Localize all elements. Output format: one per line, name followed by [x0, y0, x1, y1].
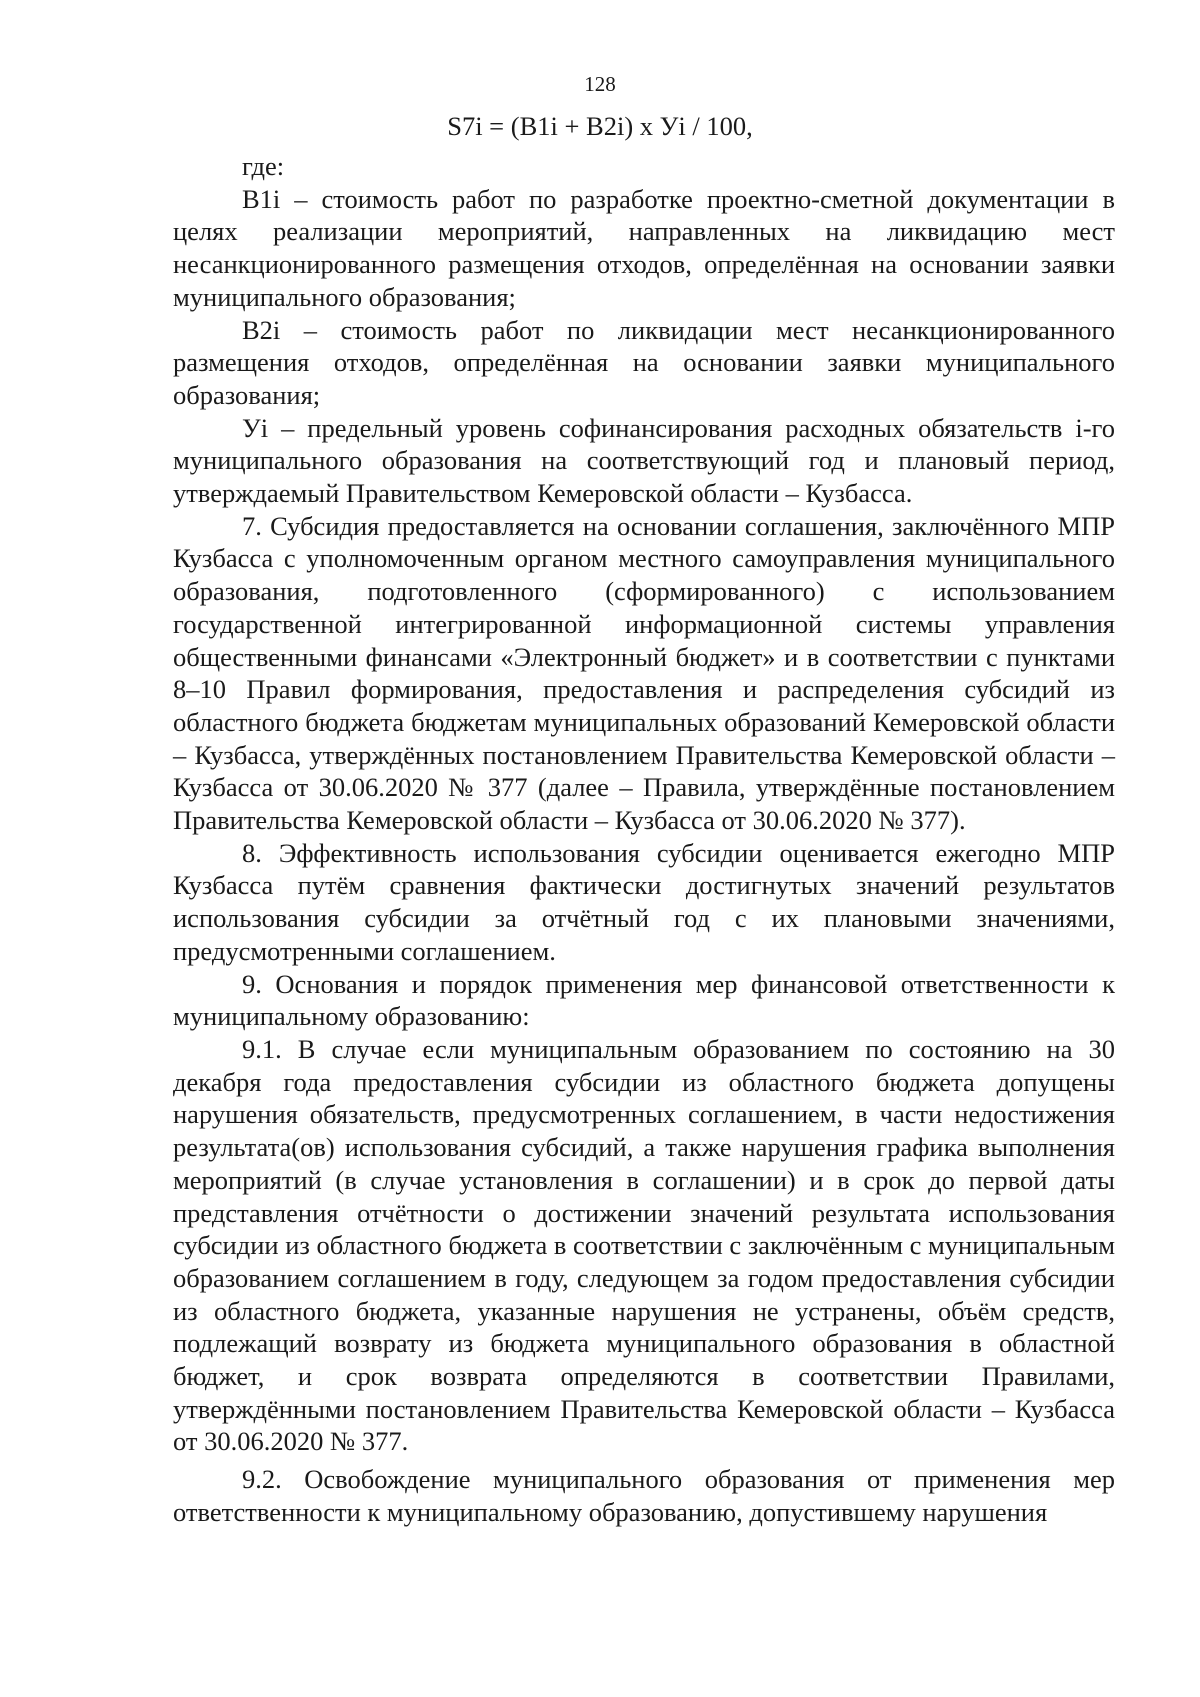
page-number: 128: [584, 72, 616, 96]
paragraph-7: 7. Субсидия предоставляется на основании соглашения, заключённого МПР Кузбасса с уполномоченным органом местного самоуправления муниципального образования, подготовленного (сформированного) с использованием государственной интегрированной информационной системы управления общественными финансами «Электронный бюджет» и в соответствии с пунктами 8–10 Правил формирования, предоставления и распределения субсидий из областного бюджета бюджетам муниципальных образований Кемеровской области – Кузбасса, утверждённых постановлением Правительства Кемеровской области – Кузбасса от 30.06.2020 № 377 (далее – Правила, утверждённые постановлением Правительства Кемеровской области – Кузбасса от 30.06.2020 № 377).: [173, 510, 1115, 836]
paragraph-where: где:: [242, 151, 285, 181]
paragraph-8: 8. Эффективность использования субсидии оценивается ежегодно МПР Кузбасса путём сравнения фактически достигнутых значений результатов использования субсидии за отчётный год с их плановыми значениями, предусмотренными соглашением.: [173, 837, 1115, 966]
paragraph-9-2: 9.2. Освобождение муниципального образования от применения мер ответственности к муниципальному образованию, допустившему нарушения: [173, 1464, 1115, 1527]
paragraph-9: 9. Основания и порядок применения мер финансовой ответственности к муниципальному образованию:: [173, 968, 1115, 1032]
formula: S7i = (B1i + B2i) x Уi / 100,: [447, 111, 753, 141]
paragraph-9-1: 9.1. В случае если муниципальным образованием по состоянию на 30 декабря года предоставления субсидии из областного бюджета допущены нарушения обязательств, предусмотренных соглашением, в части недостижения результата(ов) использования субсидий, а также нарушения графика выполнения мероприятий (в случае установления в соглашении) и в срок до первой даты представления отчётности о достижении значений результата использования субсидии из областного бюджета в соответствии с заключённым с муниципальным образованием соглашением в году, следующем за годом предоставления субсидии из областного бюджета, указанные нарушения не устранены, объём средств, подлежащий возврату из бюджета муниципального образования в областной бюджет, и срок возврата определяются в соответствии Правилами, утверждёнными постановлением Правительства Кемеровской области – Кузбасса от 30.06.2020 № 377.: [173, 1033, 1115, 1457]
paragraph-ui: Уi – предельный уровень софинансирования расходных обязательств i-го муниципального образования на соответствующий год и плановый период, утверждаемый Правительством Кемеровской области – Кузбасса.: [173, 412, 1115, 509]
document-body: [173, 150, 1115, 1529]
paragraph-b1i: B1i – стоимость работ по разработке проектно-сметной документации в целях реализации мероприятий, направленных на ликвидацию мест несанкционированного размещения отходов, определённая на основании заявки муниципального образования;: [173, 183, 1115, 312]
paragraph-b2i: B2i – стоимость работ по ликвидации мест несанкционированного размещения отходов, определённая на основании заявки муниципального образования;: [173, 314, 1115, 410]
